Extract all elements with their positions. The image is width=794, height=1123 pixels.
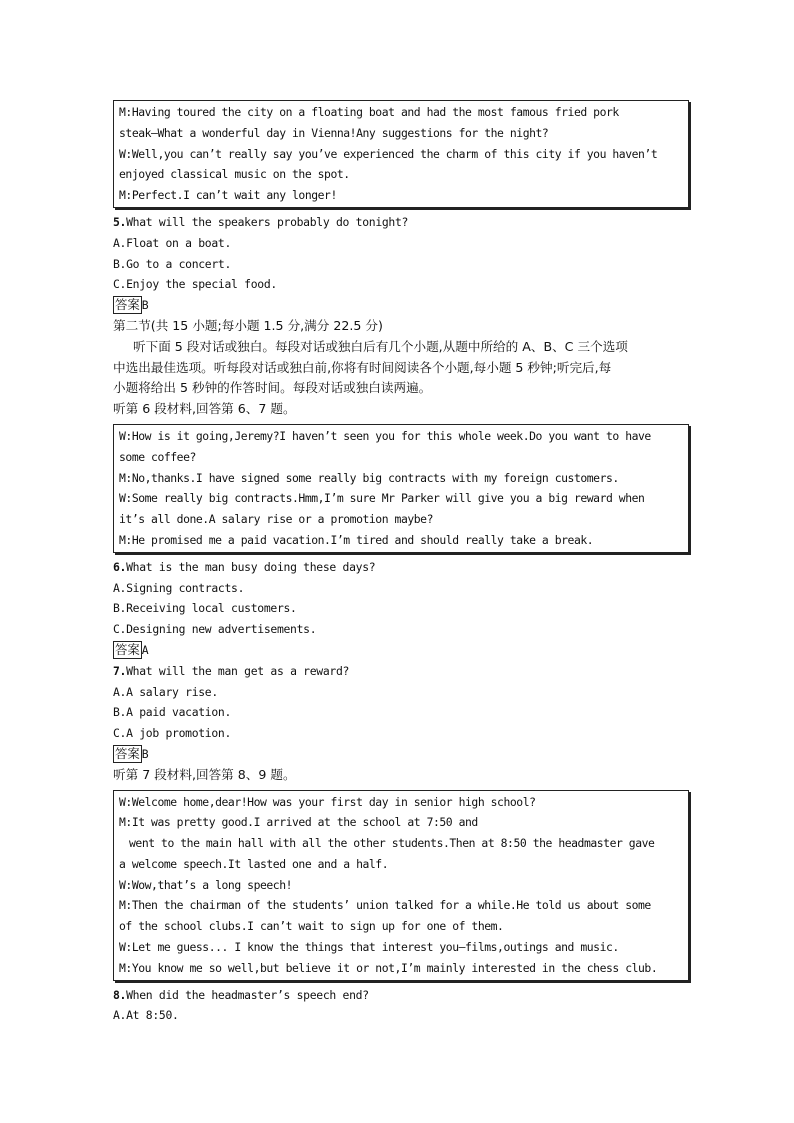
dialogue-line: W:Some really big contracts.Hmm,I’m sure Mr Parker will give you a big reward when [119, 491, 645, 506]
dialogue-line: enjoyed classical music on the spot. [119, 167, 350, 182]
section-2 [113, 316, 691, 420]
option-c: C.Designing new advertisements. [113, 622, 317, 637]
option-c: C.A job promotion. [113, 726, 232, 741]
dialogue-line: some coffee? [119, 449, 196, 464]
dialogue-line: W:Well,you can’t really say you’ve experienced the charm of this city if you haven’t [119, 146, 658, 161]
dialogue-line: M:It was pretty good.I arrived at the school at 7:50 and [119, 815, 478, 830]
answer-label: 答案 [115, 297, 140, 313]
dialogue-line: M:Perfect.I can’t wait any longer! [119, 188, 337, 203]
question-text: What will the speakers probably do tonight? [126, 214, 409, 229]
instruction-line: 小题将给出 5 秒钟的作答时间。每段对话或独白读两遍。 [113, 380, 432, 396]
dialogue-line: M:You know me so well,but believe it or not,I’m mainly interested in the chess club. [119, 960, 658, 975]
option-b: B.Go to a concert. [113, 256, 232, 271]
dialogue-line: M:He promised me a paid vacation.I’m tired and should really take a break. [119, 532, 594, 547]
question-text: What will the man get as a reward? [126, 663, 350, 678]
question-6 [113, 557, 691, 661]
dialogue-box-6 [113, 424, 689, 553]
option-a: A.Float on a boat. [113, 235, 232, 250]
dialogue-line: steak—What a wonderful day in Vienna!Any suggestions for the night? [119, 125, 549, 140]
option-c: C.Enjoy the special food. [113, 277, 277, 292]
dialogue-box-1 [113, 100, 689, 208]
option-a: A.A salary rise. [113, 684, 218, 699]
dialogue-line: M:Having toured the city on a floating boat and had the most famous fried pork [119, 105, 619, 119]
question-text: When did the headmaster’s speech end? [126, 987, 369, 1002]
question-number: 6. [113, 559, 127, 574]
dialogue-line: a welcome speech.It lasted one and a half. [119, 856, 389, 871]
dialogue-line: of the school clubs.I can’t wait to sign up for one of them. [119, 919, 504, 934]
option-a: A.At 8:50. [113, 1008, 179, 1023]
answer-label: 答案 [115, 745, 140, 761]
dialogue-line: W:Let me guess... I know the things that interest you—films,outings and music. [119, 940, 619, 955]
dialogue-line: M:No,thanks.I have signed some really big contracts with my foreign customers. [119, 470, 619, 485]
option-a: A.Signing contracts. [113, 580, 245, 595]
question-text: What is the man busy doing these days? [126, 559, 376, 574]
instruction-line: 听下面 5 段对话或独白。每段对话或独白后有几个小题,从题中所给的 A、B、C 三个选项 [133, 338, 628, 354]
material-intro: 听第 7 段材料,回答第 8、9 题。 [113, 766, 296, 782]
section-heading: 第二节(共 15 小题;每小题 1.5 分,满分 22.5 分) [113, 317, 383, 333]
dialogue-line: W:Welcome home,dear!How was your first day in senior high school? [119, 794, 536, 809]
exam-page [113, 100, 691, 1026]
question-8 [113, 985, 691, 1027]
dialogue-line: it’s all done.A salary rise or a promotion maybe? [119, 512, 433, 527]
dialogue-line: M:Then the chairman of the students’ union talked for a while.He told us about some [119, 898, 651, 913]
dialogue-box-7 [113, 790, 689, 981]
answer-label: 答案 [115, 641, 140, 657]
instruction-line: 中选出最佳选项。听每段对话或独白前,你将有时间阅读各个小题,每小题 5 秒钟;听完后,每 [113, 359, 612, 375]
question-number: 5. [113, 214, 127, 229]
option-b: B.Receiving local customers. [113, 601, 297, 616]
question-number: 8. [113, 987, 127, 1002]
answer-value: B [141, 746, 149, 761]
option-b: B.A paid vacation. [113, 705, 232, 720]
question-number: 7. [113, 663, 127, 678]
dialogue-line: W:How is it going,Jeremy?I haven’t seen you for this whole week.Do you want to have [119, 428, 651, 443]
answer-value: A [141, 642, 149, 657]
dialogue-line: W:Wow,that’s a long speech! [119, 877, 293, 892]
answer-value: B [141, 298, 149, 313]
question-5 [113, 212, 691, 316]
material-intro: 听第 6 段材料,回答第 6、7 题。 [113, 401, 296, 417]
question-7 [113, 661, 691, 786]
dialogue-line: went to the main hall with all the other students.Then at 8:50 the headmaster gave [129, 836, 655, 851]
